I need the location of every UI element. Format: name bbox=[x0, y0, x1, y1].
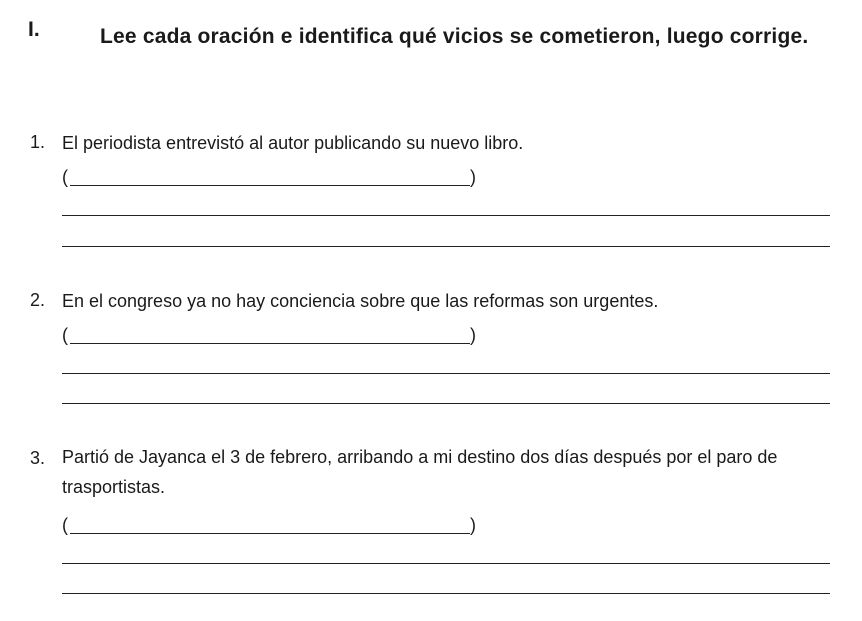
question-3-answer-line-1[interactable] bbox=[62, 563, 830, 564]
question-3-text: Partió de Jayanca el 3 de febrero, arribando a mi destino dos días después por el paro de trasportistas. bbox=[62, 447, 778, 497]
vice-underline bbox=[70, 533, 470, 534]
question-3-number: 3. bbox=[30, 448, 46, 468]
question-2-answer-line-2[interactable] bbox=[62, 403, 830, 404]
vice-underline bbox=[70, 343, 470, 344]
question-1-answer-line-2[interactable] bbox=[62, 246, 830, 247]
question-2-number: 2. bbox=[30, 290, 46, 310]
close-parenthesis: ) bbox=[470, 515, 476, 535]
question-1-text: El periodista entrevistó al autor publicando su nuevo libro. bbox=[62, 133, 524, 153]
question-3-answer-line-2[interactable] bbox=[62, 593, 830, 594]
close-parenthesis: ) bbox=[470, 325, 476, 345]
question-2-vice-blank[interactable] bbox=[62, 324, 482, 346]
open-parenthesis: ( bbox=[62, 167, 68, 187]
question-1-answer-line-1[interactable] bbox=[62, 215, 830, 216]
question-1-vice-blank[interactable] bbox=[62, 166, 482, 188]
question-1-number: 1. bbox=[30, 132, 46, 152]
question-2-answer-line-1[interactable] bbox=[62, 373, 830, 374]
close-parenthesis: ) bbox=[470, 167, 476, 187]
vice-underline bbox=[70, 185, 470, 186]
open-parenthesis: ( bbox=[62, 325, 68, 345]
question-2-text: En el congreso ya no hay conciencia sobre que las reformas son urgentes. bbox=[62, 291, 659, 311]
question-3-vice-blank[interactable] bbox=[62, 514, 482, 536]
instructions-heading: Lee cada oración e identifica qué vicios se cometieron, luego corrige. bbox=[100, 25, 809, 48]
section-number: I. bbox=[28, 18, 40, 41]
open-parenthesis: ( bbox=[62, 515, 68, 535]
